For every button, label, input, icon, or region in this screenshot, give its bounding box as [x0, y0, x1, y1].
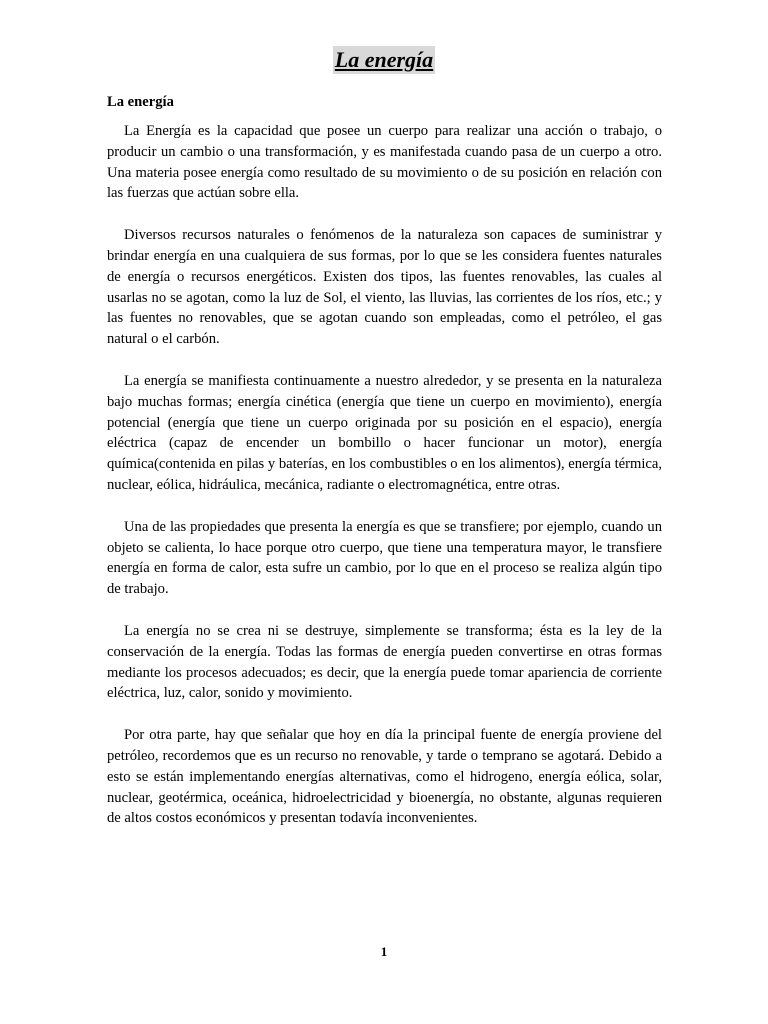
- title-container: [0, 46, 768, 74]
- paragraph-forms-of-energy: La energía se manifiesta continuamente a nuestro alrededor, y se presenta en la naturaleza bajo muchas formas; energía cinética (energía que tiene un cuerpo en movimiento), energía potencial (energía que tiene un cuerpo originada por su posición en el espacio), energía eléctrica (capaz de encender un bombillo o hacer funcionar un motor), energía química(contenida en pilas y baterías, en los combustibles o en los alimentos), energía térmica, nuclear, eólica, hidráulica, mecánica, radiante o electromagnética, entre otras.: [107, 372, 662, 493]
- paragraph-alternative-energy: Por otra parte, hay que señalar que hoy en día la principal fuente de energía proviene del petróleo, recordemos que es un recurso no renovable, y tarde o temprano se agotará. Debido a esto se están implementando energías alternativas, como el hidrogeno, energía eólica, solar, nuclear, geotérmica, oceánica, hidroelectricidad y bioenergía, no obstante, algunas requieren de altos costos económicos y presentan todavía inconvenientes.: [107, 727, 662, 827]
- paragraph-transfer: Una de las propiedades que presenta la energía es que se transfiere; por ejemplo, cuando un objeto se calienta, lo hace porque otro cuerpo, que tiene una temperatura mayor, le transfiere energía en forma de calor, esta sufre un cambio, por lo que en el proceso se realiza algún tipo de trabajo.: [107, 518, 662, 598]
- paragraph-definition: La Energía es la capacidad que posee un cuerpo para realizar una acción o trabajo, o producir un cambio o una transformación, y es manifestada cuando pasa de un cuerpo a otro. Una materia posee energía como resultado de su movimiento o de su posición en relación con las fuerzas que actúan sobre ella.: [107, 123, 662, 202]
- page-number: 1: [380, 944, 388, 959]
- body-text: [107, 121, 662, 850]
- paragraph-natural-resources: Diversos recursos naturales o fenómenos de la naturaleza son capaces de suministrar y brindar energía en una cualquiera de sus formas, por lo que se les considera fuentes naturales de energía o recursos energéticos. Existen dos tipos, las fuentes renovables, las cuales al usarlas no se agotan, como la luz de Sol, el viento, las lluvias, las corrientes de los ríos, etc.; y las fuentes no renovables, que se agotan cuando son empleadas, como el petróleo, el gas natural o el carbón.: [107, 227, 662, 348]
- section-heading: La energía: [107, 94, 174, 110]
- paragraph-conservation: La energía no se crea ni se destruye, simplemente se transforma; ésta es la ley de la conservación de la energía. Todas las formas de energía pueden convertirse en otras formas mediante los procesos adecuados; es decir, que la energía puede tomar apariencia de corriente eléctrica, luz, calor, sonido y movimiento.: [107, 622, 662, 702]
- document-title: La energía: [334, 47, 434, 72]
